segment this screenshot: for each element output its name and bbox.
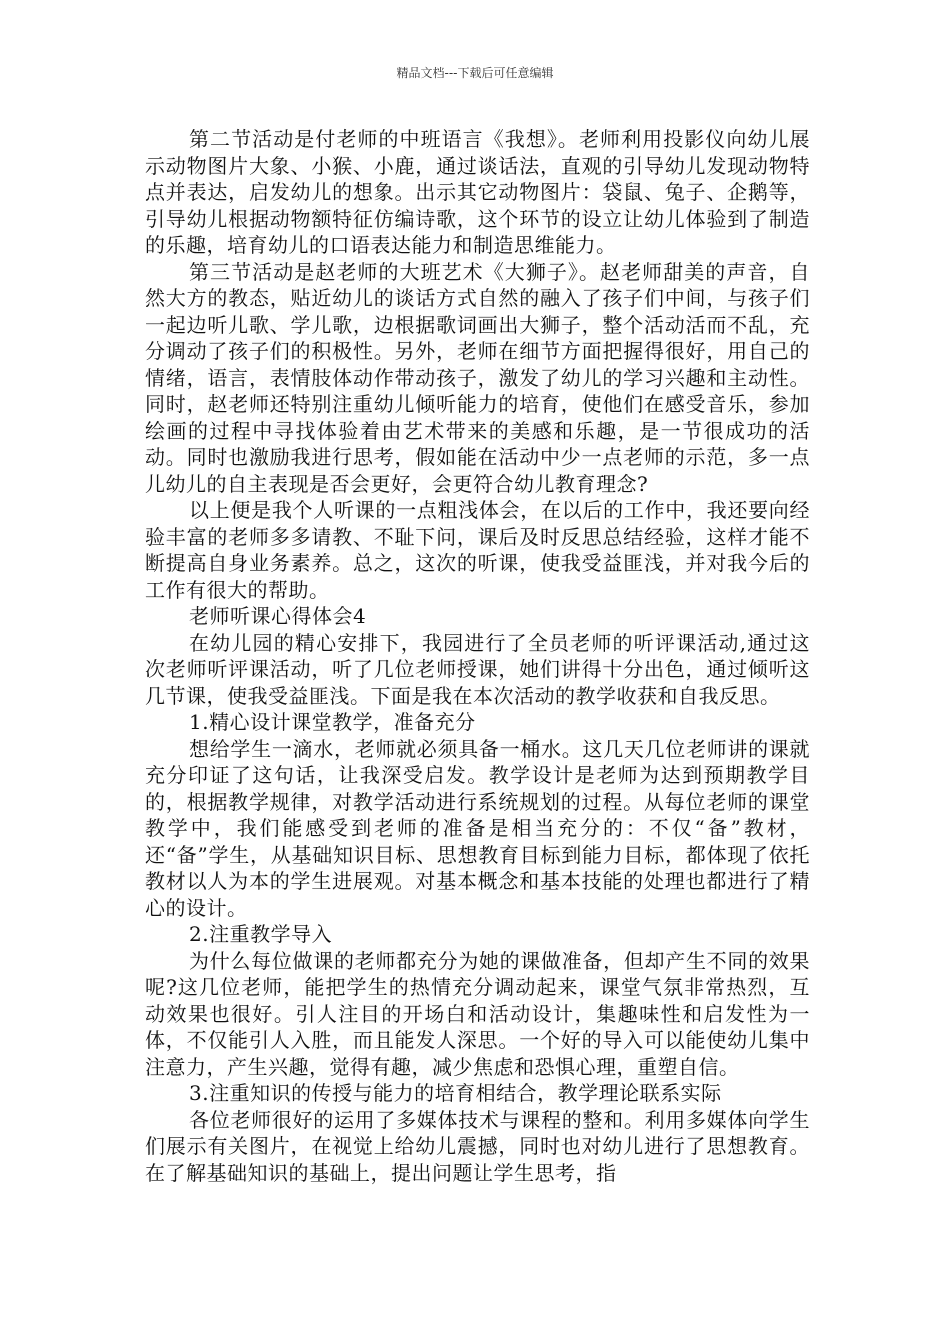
section-heading-4: 老师听课心得体会4 xyxy=(189,604,367,628)
subheading-2: 2.注重教学导入 xyxy=(189,922,333,946)
paragraph-intro: 在幼儿园的精心安排下，我园进行了全员老师的听评课活动,通过这次老师听评课活动，听了几位老师授课，她们讲得十分出色，通过倾听这几节课，使我受益匪浅。下面是我在本次活动的教学收获和自我反思。 xyxy=(145,630,810,708)
paragraph-point-2: 为什么每位做课的老师都充分为她的课做准备，但却产生不同的效果呢?这几位老师，能把学生的热情充分调动起来，课堂气氛非常热烈，互动效果也很好。引人注目的开场白和活动设计，集趣味性和启发性为一体，不仅能引人入胜，而且能发人深思。一个好的导入可以能使幼儿集中注意力，产生兴趣，觉得有趣，减少焦虑和恐惧心理，重塑自信。 xyxy=(145,948,810,1079)
subheading-3: 3.注重知识的传授与能力的培育相结合，教学理论联系实际 xyxy=(189,1081,722,1105)
subheading-1: 1.精心设计课堂教学，准备充分 xyxy=(189,710,476,734)
paragraph-point-1: 想给学生一滴水，老师就必须具备一桶水。这几天几位老师讲的课就充分印证了这句话，让我深受启发。教学设计是老师为达到预期教学目的，根据教学规律，对教学活动进行系统规划的过程。从每位老师的课堂教学中，我们能感受到老师的准备是相当充分的：不仅“备”教材，还“备”学生，从基础知识目标、思想教育目标到能力目标，都体现了依托教材以人为本的学生进展观。对基本概念和基本技能的处理也都进行了精心的设计。 xyxy=(145,736,810,920)
paragraph-activity-2: 第二节活动是付老师的中班语言《我想》。老师利用投影仪向幼儿展示动物图片大象、小猴、小鹿，通过谈话法，直观的引导幼儿发现动物特点并表达，启发幼儿的想象。出示其它动物图片：袋鼠、兔子、企鹅等，引导幼儿根据动物额特征仿编诗歌，这个环节的设立让幼儿体验到了制造的乐趣，培育幼儿的口语表达能力和制造思维能力。 xyxy=(145,127,810,257)
paragraph-summary: 以上便是我个人听课的一点粗浅体会，在以后的工作中，我还要向经验丰富的老师多多请教、不耻下问，课后及时反思总结经验，这样才能不断提高自身业务素养。总之，这次的听课，使我受益匪浅，并对我今后的工作有很大的帮助。 xyxy=(145,498,810,602)
document-body xyxy=(145,126,810,1186)
paragraph-activity-3: 第三节活动是赵老师的大班艺术《大狮子》。赵老师甜美的声音，自然大方的教态，贴近幼儿的谈话方式自然的融入了孩子们中间，与孩子们一起边听儿歌、学儿歌，边根据歌词画出大狮子，整个活动活而不乱，充分调动了孩子们的积极性。另外，老师在细节方面把握得很好，用自己的情绪，语言，表情肢体动作带动孩子，激发了幼儿的学习兴趣和主动性。同时，赵老师还特别注重幼儿倾听能力的培育，使他们在感受音乐，参加绘画的过程中寻找体验着由艺术带来的美感和乐趣，是一节很成功的活动。同时也激励我进行思考，假如能在活动中少一点老师的示范，多一点儿幼儿的自主表现是否会更好，会更符合幼儿教育理念? xyxy=(145,259,810,496)
paragraph-point-3: 各位老师很好的运用了多媒体技术与课程的整和。利用多媒体向学生们展示有关图片，在视觉上给幼儿震撼，同时也对幼儿进行了思想教育。在了解基础知识的基础上，提出问题让学生思考，指 xyxy=(145,1107,810,1185)
page-header: 精品文档---下载后可任意编辑 xyxy=(396,66,554,80)
